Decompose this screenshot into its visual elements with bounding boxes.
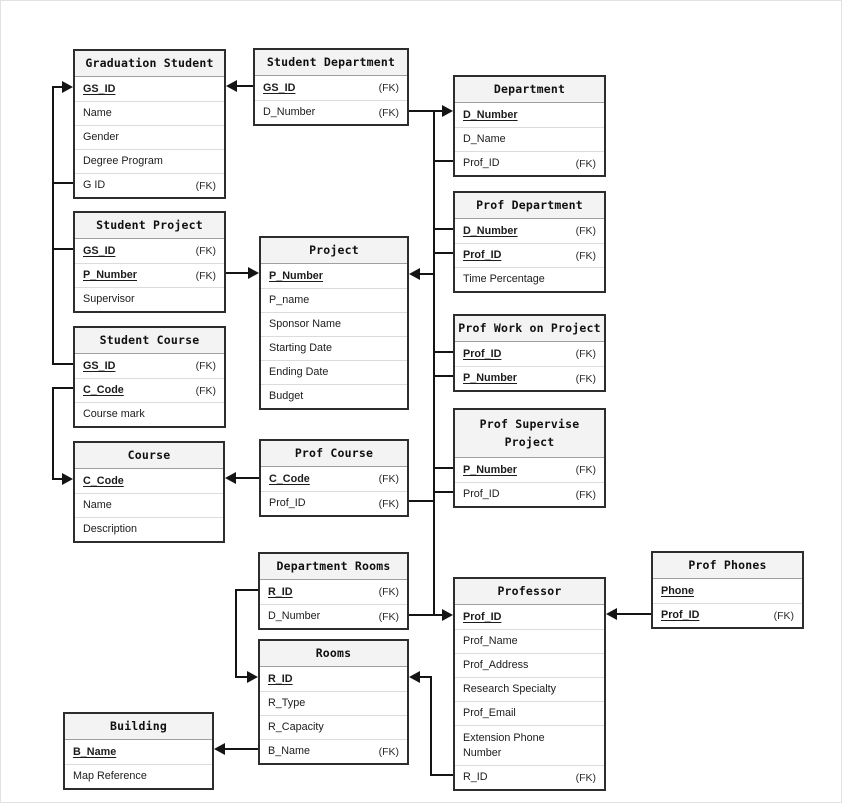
attribute-row xyxy=(260,739,407,763)
relationship-arrowhead-icon xyxy=(226,80,237,92)
attribute-row xyxy=(261,384,407,408)
attribute-row xyxy=(455,458,604,482)
relationship-line xyxy=(52,86,54,365)
entity-title: Department xyxy=(455,77,604,103)
attribute-name: Prof_ID xyxy=(463,347,502,360)
attribute-name: Starting Date xyxy=(269,342,333,355)
entity-graduation-student[interactable] xyxy=(73,49,226,199)
relationship-line xyxy=(409,500,435,502)
attribute-rows xyxy=(260,667,407,763)
attribute-rows xyxy=(455,342,604,390)
attribute-name: Prof_ID xyxy=(463,610,502,623)
attribute-row xyxy=(261,360,407,384)
entity-course[interactable] xyxy=(73,441,225,543)
attribute-name: P_Number xyxy=(463,463,518,476)
attribute-name: P_name xyxy=(269,294,310,307)
attribute-name: P_Number xyxy=(83,269,138,282)
relationship-arrowhead-icon xyxy=(606,608,617,620)
attribute-rows xyxy=(260,580,407,628)
attribute-rows xyxy=(653,579,802,627)
attribute-rows xyxy=(75,469,223,541)
attribute-name: Name xyxy=(83,107,112,120)
entity-title: Prof Course xyxy=(261,441,407,467)
attribute-name: R_Capacity xyxy=(268,721,324,734)
attribute-row xyxy=(75,263,224,287)
attribute-row xyxy=(455,366,604,390)
entity-title: Student Department xyxy=(255,50,407,76)
relationship-arrowhead-icon xyxy=(225,472,236,484)
entity-professor[interactable] xyxy=(453,577,606,791)
attribute-row xyxy=(653,579,802,603)
attribute-row xyxy=(455,701,604,725)
attribute-name: B_Name xyxy=(73,745,117,758)
attribute-row xyxy=(75,354,224,378)
entity-project[interactable] xyxy=(259,236,409,410)
relationship-line xyxy=(235,477,259,479)
relationship-line xyxy=(52,387,74,389)
attribute-row xyxy=(260,580,407,604)
relationship-arrowhead-icon xyxy=(409,268,420,280)
fk-label: (FK) xyxy=(575,348,596,360)
entity-title: Course xyxy=(75,443,223,469)
relationship-line xyxy=(409,110,443,112)
attribute-name: Gender xyxy=(83,131,120,144)
attribute-row xyxy=(455,342,604,366)
attribute-row xyxy=(455,605,604,629)
entity-title: Prof Department xyxy=(455,193,604,219)
attribute-row xyxy=(75,149,224,173)
attribute-name: Prof_ID xyxy=(463,157,500,170)
relationship-line xyxy=(434,228,453,230)
attribute-row xyxy=(75,517,223,541)
entity-building[interactable] xyxy=(63,712,214,790)
attribute-rows xyxy=(65,740,212,788)
attribute-row xyxy=(653,603,802,627)
attribute-rows xyxy=(455,458,604,506)
attribute-row xyxy=(455,103,604,127)
attribute-row xyxy=(75,287,224,311)
entity-prof-department[interactable] xyxy=(453,191,606,293)
relationship-line xyxy=(226,272,249,274)
fk-label: (FK) xyxy=(575,488,596,501)
attribute-name: Budget xyxy=(269,390,304,403)
attribute-name: GS_ID xyxy=(83,82,116,95)
attribute-rows xyxy=(261,264,407,408)
relationship-line xyxy=(434,375,453,377)
attribute-name: C_Code xyxy=(269,472,310,485)
attribute-row xyxy=(260,667,407,691)
attribute-row xyxy=(75,125,224,149)
attribute-row xyxy=(455,653,604,677)
attribute-row xyxy=(261,491,407,515)
attribute-row xyxy=(261,336,407,360)
attribute-rows xyxy=(75,354,224,426)
attribute-name: Prof_Address xyxy=(463,659,529,672)
relationship-line xyxy=(615,613,651,615)
attribute-name: D_Number xyxy=(463,224,518,237)
attribute-name: D_Number xyxy=(463,108,518,121)
attribute-row xyxy=(261,264,407,288)
entity-title: Department Rooms xyxy=(260,554,407,580)
attribute-rows xyxy=(455,219,604,291)
fk-label: (FK) xyxy=(773,609,794,622)
relationship-line xyxy=(236,589,258,591)
relationship-line xyxy=(434,351,453,353)
fk-label: (FK) xyxy=(575,249,596,262)
relationship-arrowhead-icon xyxy=(442,105,453,117)
entity-student-project[interactable] xyxy=(73,211,226,313)
attribute-name: P_Number xyxy=(463,372,518,385)
attribute-row xyxy=(75,469,223,493)
attribute-name: D_Name xyxy=(463,133,506,146)
relationship-line xyxy=(409,614,443,616)
entity-title: Prof Phones xyxy=(653,553,802,579)
fk-label: (FK) xyxy=(195,384,216,397)
relationship-arrowhead-icon xyxy=(442,609,453,621)
attribute-row xyxy=(75,378,224,402)
attribute-row xyxy=(455,725,604,765)
attribute-name: Supervisor xyxy=(83,293,135,306)
attribute-name: G ID xyxy=(83,179,106,192)
entity-department[interactable] xyxy=(453,75,606,177)
attribute-rows xyxy=(455,605,604,789)
attribute-name: Prof_ID xyxy=(269,497,306,510)
entity-prof-supervise-project[interactable] xyxy=(453,408,606,508)
relationship-arrowhead-icon xyxy=(62,81,73,93)
attribute-name: GS_ID xyxy=(263,81,296,94)
attribute-name: Ending Date xyxy=(269,366,329,379)
attribute-rows xyxy=(261,467,407,515)
attribute-name: Name xyxy=(83,499,112,512)
attribute-name: R_ID xyxy=(463,771,488,784)
entity-title: Professor xyxy=(455,579,604,605)
entity-student-course[interactable] xyxy=(73,326,226,428)
fk-label: (FK) xyxy=(378,106,399,119)
attribute-name: Prof_Email xyxy=(463,707,516,720)
attribute-row xyxy=(261,288,407,312)
fk-label: (FK) xyxy=(575,464,596,476)
attribute-name: Course mark xyxy=(83,408,145,421)
attribute-name: Prof_ID xyxy=(463,488,500,501)
attribute-row xyxy=(455,267,604,291)
attribute-name: Sponsor Name xyxy=(269,318,342,331)
attribute-name: GS_ID xyxy=(83,359,116,372)
fk-label: (FK) xyxy=(378,586,399,598)
attribute-name: R_Type xyxy=(268,697,306,710)
attribute-name: C_Code xyxy=(83,384,124,397)
attribute-name: Research Specialty xyxy=(463,683,557,696)
attribute-rows xyxy=(455,103,604,175)
fk-label: (FK) xyxy=(575,771,596,784)
attribute-name: R_ID xyxy=(268,672,293,685)
attribute-row xyxy=(75,239,224,263)
relationship-line xyxy=(434,252,453,254)
attribute-row xyxy=(261,467,407,491)
entity-prof-work-on-project[interactable] xyxy=(453,314,606,392)
fk-label: (FK) xyxy=(378,82,399,94)
attribute-name: Description xyxy=(83,523,138,536)
relationship-arrowhead-icon xyxy=(248,267,259,279)
entity-title: Prof Work on Project xyxy=(455,316,604,342)
attribute-row xyxy=(65,764,212,788)
fk-label: (FK) xyxy=(378,473,399,485)
entity-title: Student Course xyxy=(75,328,224,354)
attribute-row xyxy=(75,173,224,197)
relationship-line xyxy=(52,182,74,184)
relationship-line xyxy=(431,774,453,776)
attribute-row xyxy=(455,243,604,267)
attribute-name: Phone xyxy=(661,584,694,597)
fk-label: (FK) xyxy=(575,372,596,385)
attribute-name: D_Number xyxy=(263,106,316,119)
fk-label: (FK) xyxy=(195,179,216,192)
relationship-arrowhead-icon xyxy=(62,473,73,485)
entity-prof-phones[interactable] xyxy=(651,551,804,629)
attribute-name: GS_ID xyxy=(83,244,116,257)
attribute-row xyxy=(455,482,604,506)
attribute-row xyxy=(455,765,604,789)
attribute-name: C_Code xyxy=(83,474,124,487)
entity-department-rooms[interactable] xyxy=(258,552,409,630)
relationship-line xyxy=(430,676,432,776)
attribute-name: P_Number xyxy=(269,269,324,282)
entity-title: Rooms xyxy=(260,641,407,667)
relationship-line xyxy=(433,110,435,616)
relationship-line xyxy=(223,748,258,750)
attribute-row xyxy=(260,691,407,715)
fk-label: (FK) xyxy=(195,269,216,282)
attribute-row xyxy=(75,493,223,517)
attribute-name: B_Name xyxy=(268,745,311,758)
attribute-row xyxy=(455,677,604,701)
fk-label: (FK) xyxy=(575,157,596,170)
entity-rooms[interactable] xyxy=(258,639,409,765)
fk-label: (FK) xyxy=(378,497,399,510)
attribute-rows xyxy=(75,239,224,311)
relationship-arrowhead-icon xyxy=(214,743,225,755)
relationship-line xyxy=(418,273,435,275)
attribute-row xyxy=(261,312,407,336)
relationship-arrowhead-icon xyxy=(409,671,420,683)
attribute-name: Degree Program xyxy=(83,155,163,168)
attribute-row xyxy=(455,127,604,151)
attribute-name: Prof_ID xyxy=(661,609,700,622)
attribute-row xyxy=(455,219,604,243)
fk-label: (FK) xyxy=(378,610,399,623)
entity-prof-course[interactable] xyxy=(259,439,409,517)
relationship-line xyxy=(434,160,453,162)
fk-label: (FK) xyxy=(195,245,216,257)
relationship-line xyxy=(235,589,237,678)
relationship-line xyxy=(52,363,74,365)
attribute-name: Prof_Name xyxy=(463,635,518,648)
attribute-name: Map Reference xyxy=(73,770,147,783)
attribute-row xyxy=(255,76,407,100)
attribute-row xyxy=(75,77,224,101)
entity-student-department[interactable] xyxy=(253,48,409,126)
attribute-name: Extension Phone Number xyxy=(463,731,545,759)
relationship-line xyxy=(52,248,74,250)
attribute-row xyxy=(75,101,224,125)
attribute-row xyxy=(75,402,224,426)
relationship-line xyxy=(235,85,253,87)
fk-label: (FK) xyxy=(378,745,399,758)
fk-label: (FK) xyxy=(575,225,596,237)
relationship-arrowhead-icon xyxy=(247,671,258,683)
entity-title: Prof Supervise Project xyxy=(455,410,604,458)
attribute-name: D_Number xyxy=(268,610,321,623)
relationship-line xyxy=(434,467,453,469)
entity-title: Student Project xyxy=(75,213,224,239)
attribute-name: R_ID xyxy=(268,585,293,598)
attribute-row xyxy=(455,629,604,653)
attribute-row xyxy=(455,151,604,175)
attribute-rows xyxy=(255,76,407,124)
relationship-line xyxy=(434,491,453,493)
attribute-rows xyxy=(75,77,224,197)
fk-label: (FK) xyxy=(195,360,216,372)
attribute-row xyxy=(260,715,407,739)
entity-title: Graduation Student xyxy=(75,51,224,77)
attribute-name: Prof_ID xyxy=(463,249,502,262)
attribute-row xyxy=(65,740,212,764)
attribute-row xyxy=(255,100,407,124)
attribute-row xyxy=(260,604,407,628)
entity-title: Building xyxy=(65,714,212,740)
attribute-name: Time Percentage xyxy=(463,273,545,286)
entity-title: Project xyxy=(261,238,407,264)
relationship-line xyxy=(52,387,54,480)
